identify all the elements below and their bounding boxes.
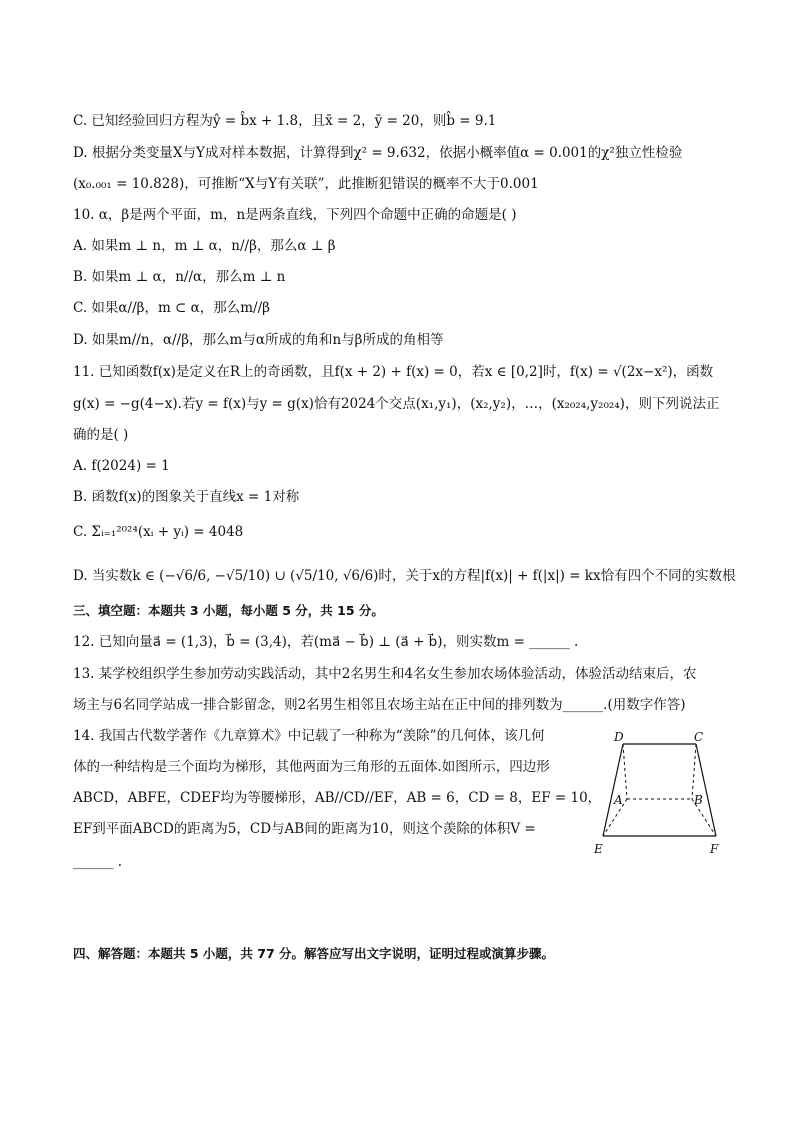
label-c: C (694, 730, 704, 744)
q13-stem-line1: 13. 某学校组织学生参加劳动实践活动，其中2名男生和4名女生参加农场体验活动，体验活动结束后，农 (73, 666, 697, 682)
chuchu-figure (590, 726, 730, 858)
q14-stem-line1: 14. 我国古代数学著作《九章算术》中记载了一种称为“羡除”的几何体，该几何 (73, 728, 545, 744)
edge-da (623, 744, 627, 799)
q10-stem: 10. α，β是两个平面，m，n是两条直线，下列四个命题中正确的命题是( ) (73, 207, 517, 223)
q10-option-b: B. 如果m ⊥ α，n//α，那么m ⊥ n (73, 269, 286, 285)
label-e: E (594, 842, 603, 856)
q11-stem-line2: g(x) = −g(4−x).若y = f(x)与y = g(x)恰有2024个交点(x₁,y₁)，(x₂,y₂)，…，(x₂₀₂₄,y₂₀₂₄)，则下列说法正 (73, 396, 720, 412)
label-a: A (614, 793, 623, 807)
label-d: D (614, 730, 624, 744)
q11-option-c: C. Σᵢ₌₁²⁰²⁴(xᵢ + yᵢ) = 4048 (73, 524, 244, 540)
q11-option-b: B. 函数f(x)的图象关于直线x = 1对称 (73, 489, 300, 505)
q9-option-d-line1: D. 根据分类变量X与Y成对样本数据，计算得到χ² = 9.632，依据小概率值α = 0.001的χ²独立性检验 (73, 145, 683, 161)
q11-option-a: A. f(2024) = 1 (73, 458, 170, 474)
q10-option-c: C. 如果α//β，m ⊂ α，那么m//β (73, 300, 270, 316)
label-b: B (694, 793, 703, 807)
label-f: F (710, 842, 719, 856)
edge-cb (692, 744, 696, 799)
q13-stem-line2: 场主与6名同学站成一排合影留念，则2名男生相邻且农场主站在正中间的排列数为______.(用数字作答) (73, 697, 686, 713)
edge-cf (696, 744, 716, 836)
q14-stem-line3: ABCD，ABFE，CDEF均为等腰梯形，AB//CD//EF，AB = 6，CD = 8，EF = 10， (73, 790, 602, 806)
q14-stem-line5: ______ . (73, 854, 123, 870)
section-3-heading: 三、填空题：本题共 3 小题，每小题 5 分，共 15 分。 (73, 603, 384, 618)
q10-option-a: A. 如果m ⊥ n，m ⊥ α，n//β，那么α ⊥ β (73, 238, 336, 254)
q11-stem-line1: 11. 已知函数f(x)是定义在R上的奇函数，且f(x + 2) + f(x) = 0，若x ∈ [0,2]时，f(x) = √(2x−x²)，函数 (73, 364, 714, 380)
q9-option-d-line2: (x₀.₀₀₁ = 10.828)，可推断“X与Y有关联”，此推断犯错误的概率不大于0.001 (73, 176, 539, 192)
q11-option-d: D. 当实数k ∈ (−√6/6, −√5/10) ∪ (√5/10, √6/6)时，关于x的方程|f(x)| + f(|x|) = kx恰有四个不同的实数根 (73, 568, 736, 584)
q10-option-d: D. 如果m//n，α//β，那么m与α所成的角和n与β所成的角相等 (73, 332, 444, 348)
q9-option-c: C. 已知经验回归方程为ŷ = b̂x + 1.8，且x̄ = 2，ȳ = 20，则b̂ = 9.1 (73, 113, 497, 129)
q14-stem-line2: 体的一种结构是三个面均为梯形，其他两面为三角形的五面体.如图所示，四边形 (73, 759, 550, 775)
q12-stem: 12. 已知向量a⃗ = (1,3)，b⃗ = (3,4)，若(ma⃗ − b⃗) ⊥ (a⃗ + b⃗)，则实数m = ______ . (73, 634, 579, 650)
q11-stem-line3: 确的是( ) (73, 427, 129, 443)
section-4-heading: 四、解答题：本题共 5 小题，共 77 分。解答应写出文字说明，证明过程或演算步骤。 (73, 946, 555, 961)
edge-de (603, 744, 623, 836)
q14-stem-line4: EF到平面ABCD的距离为5，CD与AB间的距离为10，则这个羡除的体积V = (73, 821, 536, 837)
